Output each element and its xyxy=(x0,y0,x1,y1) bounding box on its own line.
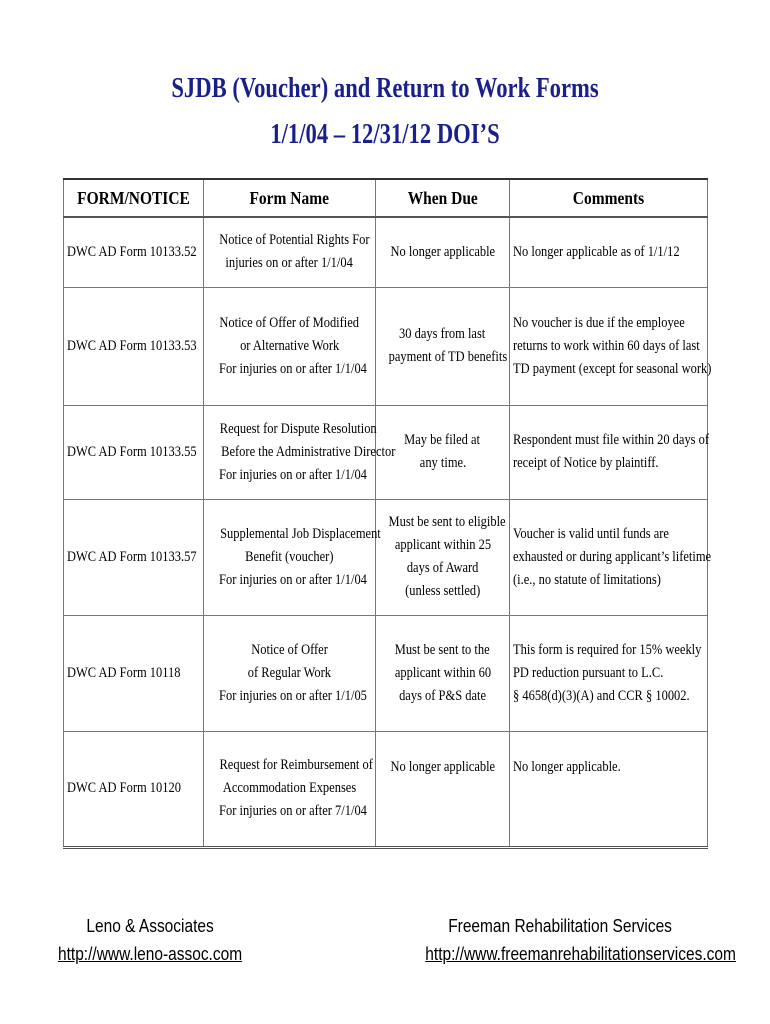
when-due-cell: 30 days from last payment of TD benefits xyxy=(376,287,510,405)
form-number-cell: DWC AD Form 10118 xyxy=(64,615,204,731)
comments-cell: No longer applicable as of 1/1/12 xyxy=(510,217,708,287)
table-bottom-rule xyxy=(64,847,708,853)
when-due-cell: No longer applicable xyxy=(376,217,510,287)
company-name-leno: Leno & Associates xyxy=(86,916,214,936)
comments-cell: Respondent must file within 20 days of receipt of Notice by plaintiff. xyxy=(510,405,708,499)
form-name-cell: Request for Reimbursement of Accommodation Expenses For injuries on or after 7/1/04 xyxy=(204,731,376,847)
freeman-website-link[interactable]: http://www.freemanrehabilitationservices.com xyxy=(425,944,736,964)
document-subtitle: 1/1/04 – 12/31/12 DOI’S xyxy=(270,118,500,150)
leno-website-link[interactable]: http://www.leno-assoc.com xyxy=(57,944,243,964)
table-header-row xyxy=(64,179,708,217)
comments-cell: Voucher is valid until funds are exhausted or during applicant’s lifetime (i.e., no statute of limitations) xyxy=(510,499,708,615)
column-header-form-notice: FORM/NOTICE xyxy=(64,179,204,217)
when-due-cell: May be filed at any time. xyxy=(376,405,510,499)
form-number-cell: DWC AD Form 10120 xyxy=(64,731,204,847)
form-name-cell: Notice of Offer of Modified or Alternative Work For injuries on or after 1/1/04 xyxy=(204,287,376,405)
form-name-cell: Request for Dispute Resolution Before the Administrative Director For injuries on or after 1/1/04 xyxy=(204,405,376,499)
table-row xyxy=(64,287,708,405)
when-due-cell: No longer applicable xyxy=(376,731,510,847)
company-name-freeman: Freeman Rehabilitation Services xyxy=(448,916,672,936)
column-header-form-name: Form Name xyxy=(204,179,376,217)
table-row xyxy=(64,499,708,615)
comments-cell: No longer applicable. xyxy=(510,731,708,847)
table-row xyxy=(64,615,708,731)
column-header-comments: Comments xyxy=(510,179,708,217)
form-number-cell: DWC AD Form 10133.52 xyxy=(64,217,204,287)
form-name-cell: Notice of Potential Rights For injuries on or after 1/1/04 xyxy=(204,217,376,287)
comments-cell: No voucher is due if the employee returns to work within 60 days of last TD payment (except for seasonal work) xyxy=(510,287,708,405)
form-number-cell: DWC AD Form 10133.53 xyxy=(64,287,204,405)
comments-cell: This form is required for 15% weekly PD reduction pursuant to L.C. § 4658(d)(3)(A) and CCR § 10002. xyxy=(510,615,708,731)
table-row xyxy=(64,217,708,287)
footer-left xyxy=(40,912,260,968)
column-header-when-due: When Due xyxy=(376,179,510,217)
document-title: SJDB (Voucher) and Return to Work Forms xyxy=(171,72,599,104)
when-due-cell: Must be sent to the applicant within 60 days of P&S date xyxy=(376,615,510,731)
form-name-cell: Supplemental Job Displacement Benefit (voucher) For injuries on or after 1/1/04 xyxy=(204,499,376,615)
footer-right xyxy=(400,912,736,968)
forms-table xyxy=(63,178,712,853)
form-number-cell: DWC AD Form 10133.55 xyxy=(64,405,204,499)
form-name-cell: Notice of Offer of Regular Work For injuries on or after 1/1/05 xyxy=(204,615,376,731)
table-row xyxy=(64,405,708,499)
form-number-cell: DWC AD Form 10133.57 xyxy=(64,499,204,615)
table-row xyxy=(64,731,708,847)
when-due-cell: Must be sent to eligible applicant within 25 days of Award (unless settled) xyxy=(376,499,510,615)
